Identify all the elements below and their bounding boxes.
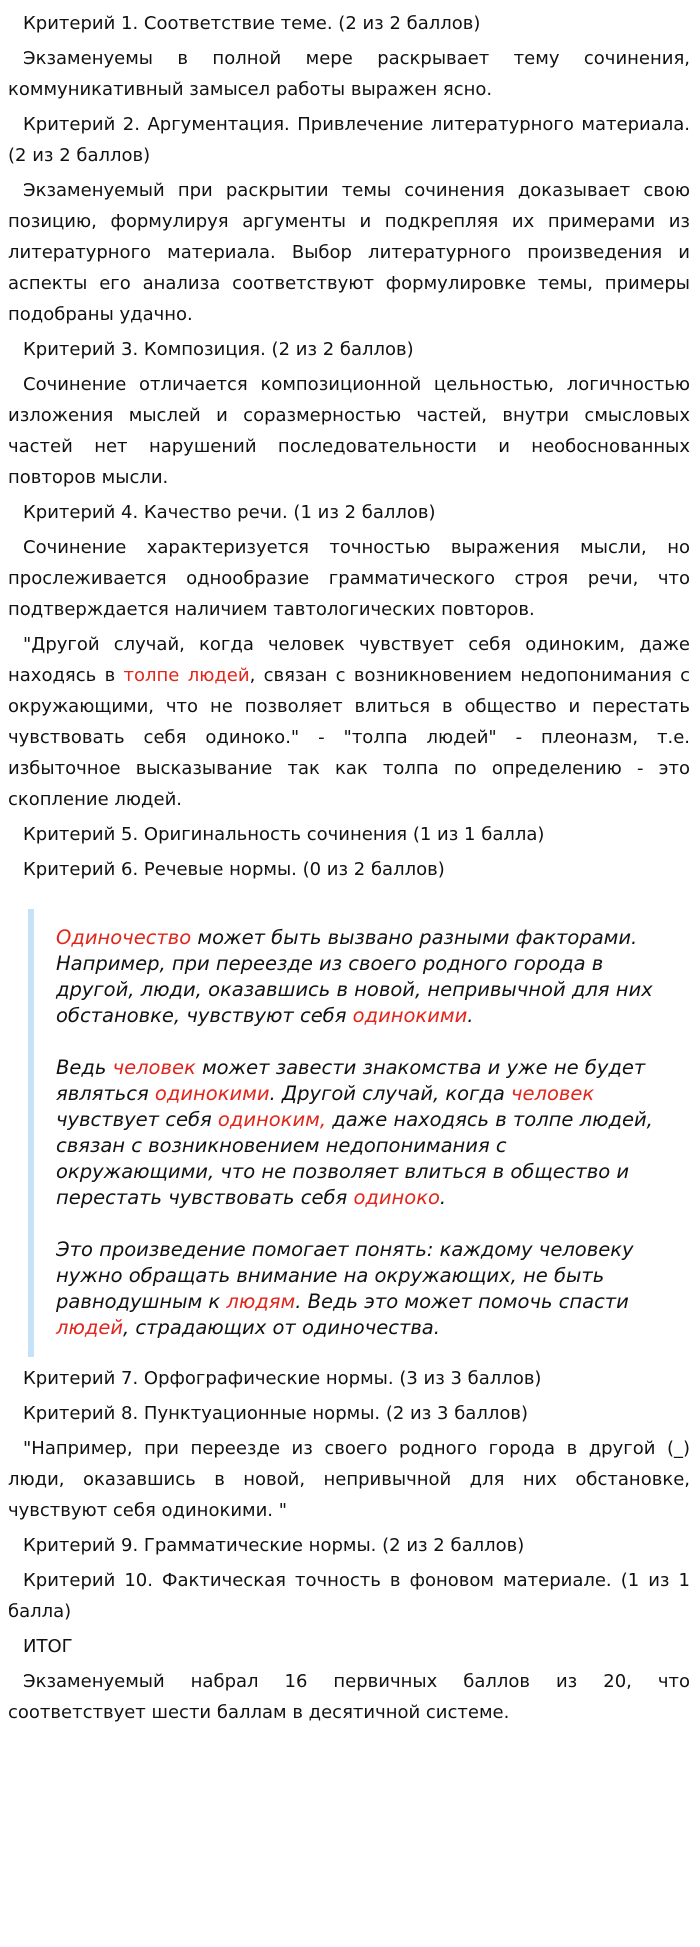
quote-1-word-1: Одиночество (56, 926, 192, 949)
quote-1-word-2: одинокими (352, 1004, 468, 1027)
example-part-2: , связан с возникновением недопонимания с окружающими, что не позволяет влиться в общество и перестать чувствовать себя одиноко." - "толпа людей" - плеоназм, т.е. избыточное высказывание так как толпа по определению - это скопление людей. (8, 665, 690, 810)
criterion-7-heading: Критерий 7. Орфографические нормы. (3 из 3 баллов) (23, 1368, 542, 1389)
quote-2-text-4: чувствует себя (56, 1108, 218, 1131)
criterion-4-heading: Критерий 4. Качество речи. (1 из 2 баллов) (23, 502, 436, 523)
quote-1-text-1: может быть вызвано разными факторами. Например, при переезде из своего родного города в другой, люди, оказавшись в новой, непривычной для них обстановке, чувствуют себя (56, 926, 653, 1027)
quote-3-word-1: людям (226, 1290, 296, 1313)
criterion-2-text: Экзаменуемый при раскрытии темы сочинения доказывает свою позицию, формулируя аргументы и подкрепляя их примерами из литературного материала. Выбор литературного произведения и аспекты его анализа соответствуют формулировке темы, примеры подобраны удачно. (8, 180, 690, 325)
criterion-4-text: Сочинение характеризуется точностью выражения мысли, но прослеживается однообразие грамматического строя речи, что подтверждается наличием тавтологических повторов. (8, 537, 690, 620)
blockquote-2 (16, 1053, 682, 1213)
criterion-8-heading: Критерий 8. Пунктуационные нормы. (2 из 3 баллов) (23, 1403, 528, 1424)
criterion-2-heading: Критерий 2. Аргументация. Привлечение литературного материала. (2 из 2 баллов) (8, 114, 690, 166)
quote-2-text-5: даже находясь в толпе людей, связан с возникновением недопонимания с окружающими, что не позволяет влиться в общество и перестать чувствовать себя (56, 1108, 653, 1209)
quote-list (8, 923, 690, 1343)
quote-2-word-5: одиноко (353, 1186, 440, 1209)
quote-2-text-1: Ведь (56, 1056, 113, 1079)
criterion-5-heading: Критерий 5. Оригинальность сочинения (1 из 1 балла) (23, 824, 545, 845)
total-heading: ИТОГ (23, 1636, 73, 1657)
criterion-8-example: "Например, при переезде из своего родного города в другой (_) люди, оказавшись в новой, непривычной для них обстановке, чувствуют себя одинокими. " (8, 1438, 690, 1521)
quote-2-word-4: одиноким, (217, 1108, 327, 1131)
criterion-6-heading: Критерий 6. Речевые нормы. (0 из 2 баллов) (23, 859, 445, 880)
quote-3-text-3: , страдающих от одиночества. (123, 1316, 440, 1339)
quote-2-word-3: человек (510, 1082, 595, 1105)
criterion-1-heading: Критерий 1. Соответствие теме. (2 из 2 баллов) (23, 13, 481, 34)
blockquote-1 (16, 923, 682, 1031)
quote-2-word-2: одинокими (154, 1082, 270, 1105)
quote-2-text-2: может завести знакомства и уже не будет являться (56, 1056, 646, 1105)
criterion-3-heading: Критерий 3. Композиция. (2 из 2 баллов) (23, 339, 414, 360)
example-highlight: толпе людей (123, 665, 250, 686)
criterion-1-text: Экзаменуемы в полной мере раскрывает тему сочинения, коммуникативный замысел работы выражен ясно. (8, 48, 690, 100)
total-text: Экзаменуемый набрал 16 первичных баллов из 20, что соответствует шести баллам в десятичной системе. (8, 1671, 690, 1723)
quote-3-word-2: людей (56, 1316, 124, 1339)
criterion-10-heading: Критерий 10. Фактическая точность в фоновом материале. (1 из 1 балла) (8, 1570, 690, 1622)
quote-2-word-1: человек (112, 1056, 196, 1079)
quote-2-text-3: . Другой случай, когда (269, 1082, 511, 1105)
quote-3-text-1: Это произведение помогает понять: каждому человеку нужно обращать внимание на окружающих, не быть равнодушным к (56, 1238, 634, 1313)
criterion-4-example (8, 629, 690, 815)
quote-1-text-2: . (467, 1004, 474, 1027)
criterion-3-text: Сочинение отличается композиционной цельностью, логичностью изложения мыслей и соразмерностью частей, внутри смысловых частей нет нарушений последовательности и необоснованных повторов мысли. (8, 374, 690, 488)
criterion-9-heading: Критерий 9. Грамматические нормы. (2 из 2 баллов) (23, 1535, 525, 1556)
quote-3-text-2: . Ведь это может помочь спасти (295, 1290, 629, 1313)
quote-2-text-6: . (439, 1186, 447, 1209)
example-part-1: "Другой случай, когда человек чувствует себя одиноким, даже находясь в (8, 634, 690, 686)
blockquote-3 (16, 1235, 682, 1343)
